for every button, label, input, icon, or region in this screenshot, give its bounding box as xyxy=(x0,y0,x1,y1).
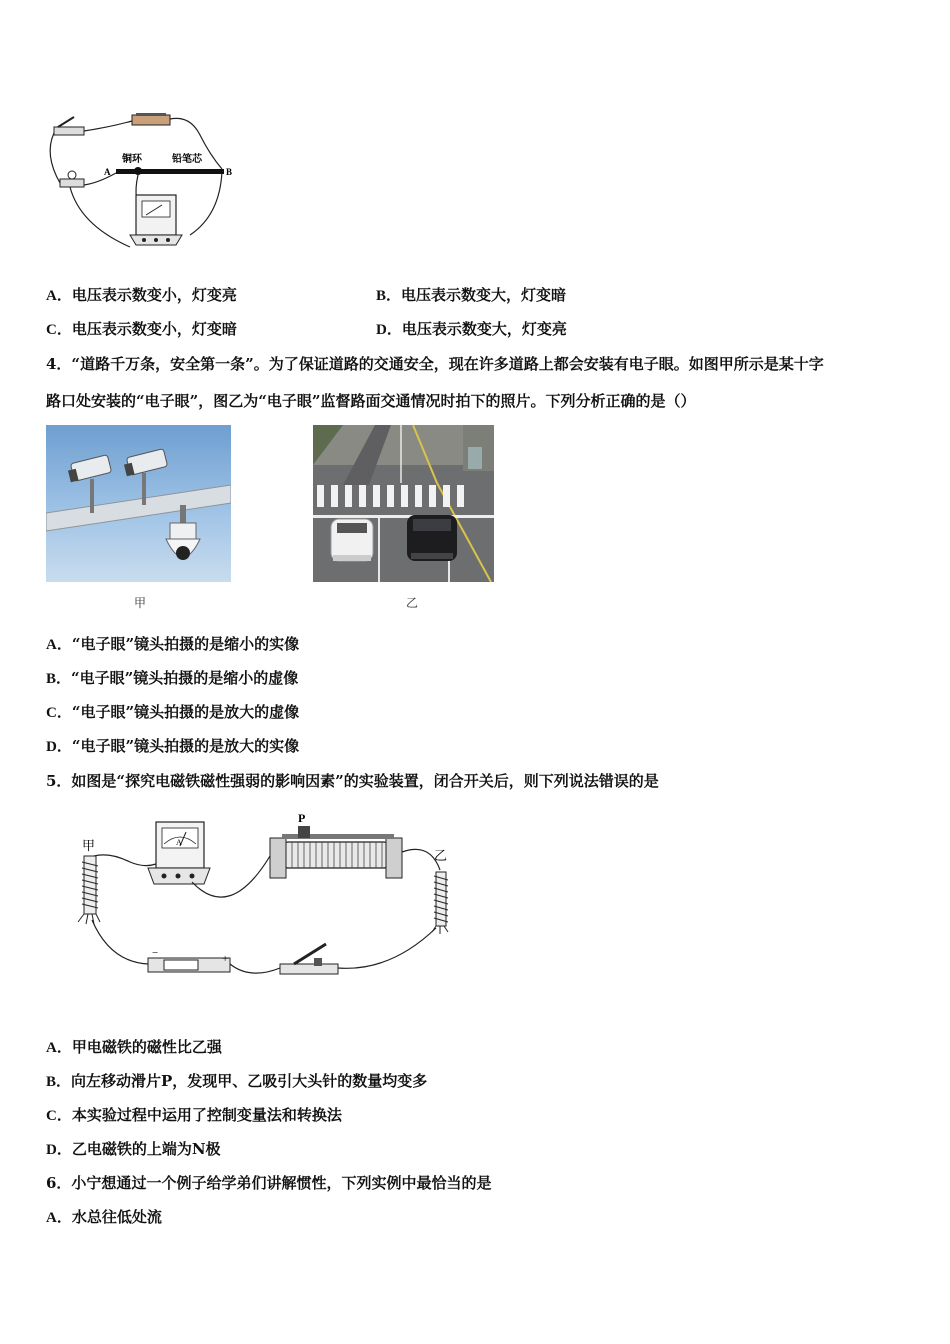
battery-icon xyxy=(148,947,230,972)
q4-option-c: C．“电子眼”镜头拍摄的是放大的虚像 xyxy=(46,703,300,721)
crosswalk xyxy=(317,485,464,507)
label-yi: 乙 xyxy=(434,849,448,864)
label-b: B xyxy=(226,167,233,177)
q5-stem: 5．如图是“探究电磁铁磁性强弱的影响因素”的实验装置，闭合开关后，则下列说法错误的是 xyxy=(46,772,659,790)
slider-label-p: P xyxy=(298,812,306,825)
q3-option-a: A．电压表示数变小，灯变亮 xyxy=(46,286,237,304)
q3-circuit-figure xyxy=(40,105,240,255)
ammeter-icon xyxy=(148,822,210,884)
q4-option-b: B．“电子眼”镜头拍摄的是缩小的虚像 xyxy=(46,669,299,687)
q3-option-d: D．电压表示数变大，灯变亮 xyxy=(376,320,567,338)
q3-option-c: C．电压表示数变小，灯变暗 xyxy=(46,320,237,338)
battery-minus-label: − xyxy=(152,947,159,959)
rheostat-icon xyxy=(270,812,402,878)
electromagnet-jia-icon xyxy=(78,856,100,924)
q5-option-c: C．本实验过程中运用了控制变量法和转换法 xyxy=(46,1106,342,1124)
label-a: A xyxy=(104,167,111,177)
q4-caption-jia: 甲 xyxy=(134,596,147,610)
q4-stem-line1: 4．“道路千万条，安全第一条”。为了保证道路的交通安全，现在许多道路上都会安装有电子眼。如图甲所示是某十字 xyxy=(46,355,824,373)
label-core: 铅笔芯 xyxy=(172,154,202,165)
q3-option-b: B．电压表示数变大，灯变暗 xyxy=(376,286,567,304)
label-ring: 铜环 xyxy=(122,154,142,165)
q5-option-a: A．甲电磁铁的磁性比乙强 xyxy=(46,1038,222,1056)
q4-stem-line2: 路口处安装的“电子眼”，图乙为“电子眼”监督路面交通情况时拍下的照片。下列分析正确的是（） xyxy=(46,392,696,410)
dome-camera-icon xyxy=(166,505,200,560)
battery-plus-label: + xyxy=(222,953,229,965)
q4-option-a: A．“电子眼”镜头拍摄的是缩小的实像 xyxy=(46,635,300,653)
voltmeter-icon xyxy=(130,195,182,245)
q5-option-b: B．向左移动滑片P，发现甲、乙吸引大头针的数量均变多 xyxy=(46,1072,428,1090)
q5-option-d: D．乙电磁铁的上端为N极 xyxy=(46,1140,221,1158)
lamp-icon xyxy=(60,171,84,187)
copper-ring xyxy=(134,167,142,175)
label-jia: 甲 xyxy=(82,839,96,854)
q4-option-d: D．“电子眼”镜头拍摄的是放大的实像 xyxy=(46,737,300,755)
battery-icon xyxy=(132,113,170,125)
switch-icon xyxy=(54,117,84,135)
electromagnet-yi-icon xyxy=(432,872,448,934)
black-car-icon xyxy=(407,515,457,561)
q6-stem: 6．小宁想通过一个例子给学弟们讲解惯性，下列实例中最恰当的是 xyxy=(46,1174,492,1192)
ammeter-label: A xyxy=(176,838,182,847)
pencil-core-rod xyxy=(116,169,224,174)
q4-photo-yi xyxy=(313,425,494,582)
switch-icon xyxy=(280,944,338,974)
q4-caption-yi: 乙 xyxy=(406,596,419,610)
q5-electromagnet-figure xyxy=(70,812,460,984)
q6-option-a: A．水总往低处流 xyxy=(46,1208,162,1226)
q4-photo-jia xyxy=(46,425,231,582)
white-car-icon xyxy=(331,519,373,561)
